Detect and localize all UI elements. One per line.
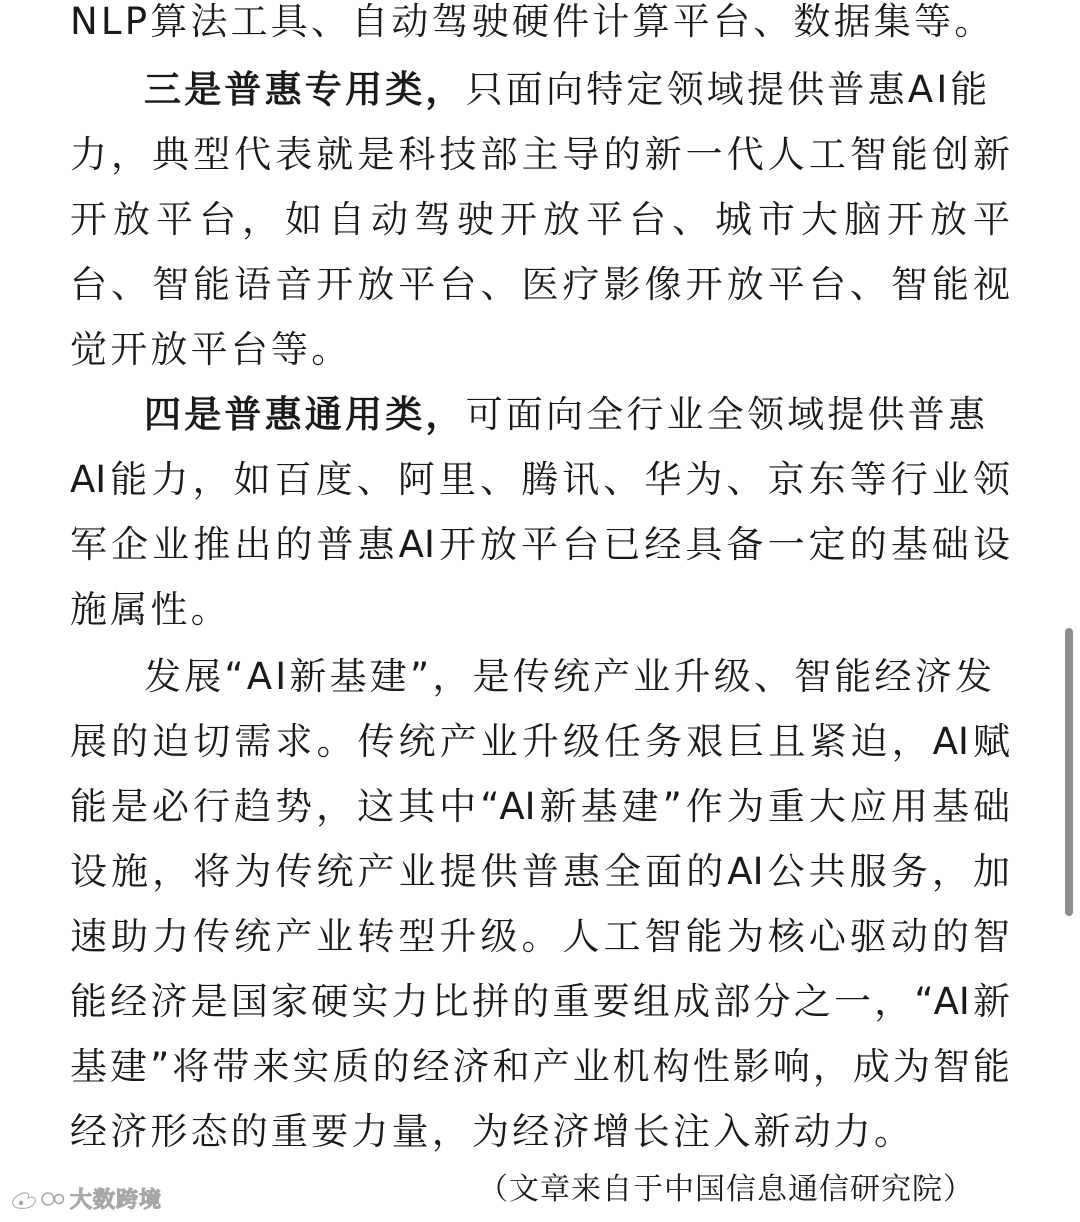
paragraph-text: AI能力，如百度、阿里、腾讯、华为、京东等行业领 bbox=[70, 458, 1010, 501]
paragraph-text: 军企业推出的普惠AI开放平台已经具备一定的基础设 bbox=[70, 523, 1010, 566]
text-line bbox=[70, 970, 1010, 1034]
text-line bbox=[70, 253, 1010, 317]
paragraph-text: NLP算法工具、自动驾驶硬件计算平台、数据集等。 bbox=[70, 0, 995, 43]
text-line bbox=[70, 123, 1010, 187]
paragraph-text: 觉开放平台等。 bbox=[70, 328, 352, 371]
text-line bbox=[70, 188, 1010, 252]
paragraph-text: 基建”将带来实质的经济和产业机构性影响，成为智能 bbox=[70, 1045, 1010, 1088]
paragraph-text: 速助力传统产业转型升级。人工智能为核心驱动的智 bbox=[70, 915, 1010, 958]
paragraph-text: 可面向全行业全领域提供普惠 bbox=[465, 393, 989, 436]
text-line bbox=[70, 58, 1010, 122]
paragraph-text: 经济形态的重要力量，为经济增长注入新动力。 bbox=[70, 1110, 915, 1153]
scrollbar-thumb[interactable] bbox=[1065, 628, 1073, 916]
weibo-logo-icon bbox=[8, 1186, 66, 1216]
text-line bbox=[70, 0, 1010, 54]
paragraph-text: 只面向特定领域提供普惠AI能 bbox=[465, 68, 991, 111]
bold-heading-text: 三是普惠专用类， bbox=[144, 68, 466, 111]
paragraph-text: 台、智能语音开放平台、医疗影像开放平台、智能视 bbox=[70, 263, 1010, 306]
text-line bbox=[70, 1100, 1010, 1164]
paragraph-text: 开放平台，如自动驾驶开放平台、城市大脑开放平 bbox=[70, 198, 1010, 241]
text-line bbox=[70, 318, 1010, 382]
paragraph-text: 力，典型代表就是科技部主导的新一代人工智能创新 bbox=[70, 133, 1010, 176]
paragraph-text: 能经济是国家硬实力比拼的重要组成部分之一，“AI新 bbox=[70, 980, 1010, 1023]
watermark bbox=[8, 1184, 162, 1218]
paragraph-text: 施属性。 bbox=[70, 588, 231, 631]
paragraph-text: 展的迫切需求。传统产业升级任务艰巨且紧迫，AI赋 bbox=[70, 720, 1010, 763]
text-line bbox=[70, 645, 1010, 709]
text-line bbox=[70, 840, 1010, 904]
bold-heading-text: 四是普惠通用类， bbox=[144, 393, 466, 436]
text-line bbox=[70, 775, 1010, 839]
text-line bbox=[70, 448, 1010, 512]
text-line bbox=[70, 513, 1010, 577]
text-line bbox=[70, 1035, 1010, 1099]
source-attribution: （文章来自于中国信息通信研究院） bbox=[478, 1172, 974, 1207]
paragraph-text: 设施，将为传统产业提供普惠全面的AI公共服务，加 bbox=[70, 850, 1010, 893]
paragraph-text: 能是必行趋势，这其中“AI新基建”作为重大应用基础 bbox=[70, 785, 1010, 828]
paragraph-text: 发展“AI新基建”，是传统产业升级、智能经济发 bbox=[144, 655, 996, 698]
text-line bbox=[70, 383, 1010, 447]
watermark-text: 大数跨境 bbox=[70, 1188, 163, 1213]
text-line bbox=[70, 578, 1010, 642]
text-line bbox=[70, 710, 1010, 774]
text-line bbox=[70, 905, 1010, 969]
